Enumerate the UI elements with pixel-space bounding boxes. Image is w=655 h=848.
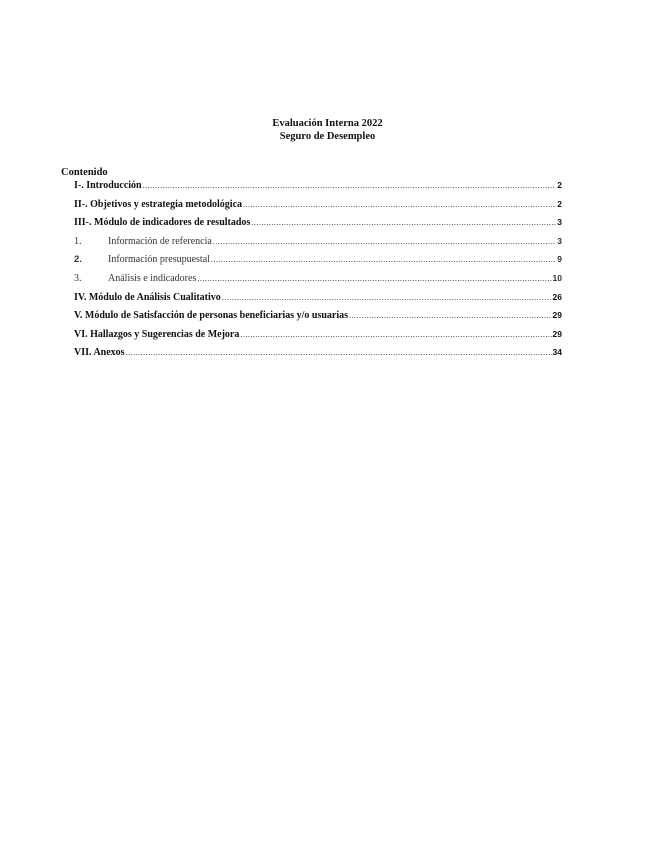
title-line-2: Seguro de Desempleo (279, 131, 376, 142)
toc-entry-analisis-cualitativo[interactable] (74, 292, 562, 311)
toc-entry-label: Información presupuestal (108, 254, 210, 266)
toc-entry-page: 26 (552, 291, 562, 302)
toc-entry-number: 3. (74, 272, 82, 284)
toc-dot-leader (197, 274, 551, 283)
toc-dot-leader (240, 330, 551, 339)
toc-dot-leader (143, 181, 557, 190)
toc-entry-page: 2 (557, 180, 562, 190)
toc-entry-informacion-presupuestal[interactable] (74, 254, 562, 273)
toc-entry-label: Análisis e indicadores (108, 272, 197, 284)
title-line-1: Evaluación Interna 2022 (272, 118, 383, 129)
toc-entry-modulo-indicadores[interactable] (74, 217, 562, 236)
toc-entry-page: 10 (552, 272, 562, 283)
toc-entry-label: Información de referencia (108, 235, 212, 247)
toc-dot-leader (243, 200, 556, 209)
toc-entry-page: 2 (557, 198, 562, 209)
toc-entry-hallazgos[interactable] (74, 329, 562, 348)
toc-entry-label: II-. Objetivos y estrategia metodológica (74, 198, 243, 210)
toc-entry-page: 29 (552, 310, 562, 321)
toc-entry-introduccion[interactable] (74, 180, 562, 199)
toc-dot-leader (126, 348, 552, 357)
toc-entry-objetivos[interactable] (74, 199, 562, 218)
toc-dot-leader (211, 255, 556, 264)
toc-entry-page: 9 (557, 254, 562, 265)
toc-entry-page: 3 (557, 217, 562, 228)
toc-entry-label: VI. Hallazgos y Sugerencias de Mejora (74, 328, 240, 340)
toc-entry-analisis-indicadores[interactable] (74, 273, 562, 292)
toc-entry-number: 1. (74, 235, 82, 247)
toc-dot-leader (213, 237, 556, 246)
toc-entry-number: 2. (74, 254, 82, 266)
toc-entry-page: 34 (552, 347, 562, 358)
toc-dot-leader (349, 311, 552, 320)
toc-entry-anexos[interactable] (74, 347, 562, 366)
toc-entry-label: I-. Introducción (74, 180, 142, 191)
toc-dot-leader (251, 218, 556, 227)
toc-entry-label: IV. Módulo de Análisis Cualitativo (74, 291, 221, 303)
toc-entry-page: 29 (552, 328, 562, 339)
toc-heading: Contenido (61, 167, 108, 178)
table-of-contents (74, 180, 562, 366)
toc-entry-page: 3 (557, 235, 562, 246)
toc-entry-satisfaccion[interactable] (74, 310, 562, 329)
toc-entry-label: V. Módulo de Satisfacción de personas beneficiarias y/o usuarias (74, 310, 348, 322)
toc-entry-label: VII. Anexos (74, 347, 125, 359)
toc-dot-leader (222, 293, 552, 302)
document-title (0, 117, 655, 143)
toc-entry-label: III-. Módulo de indicadores de resultados (74, 217, 251, 229)
toc-entry-informacion-referencia[interactable] (74, 236, 562, 255)
